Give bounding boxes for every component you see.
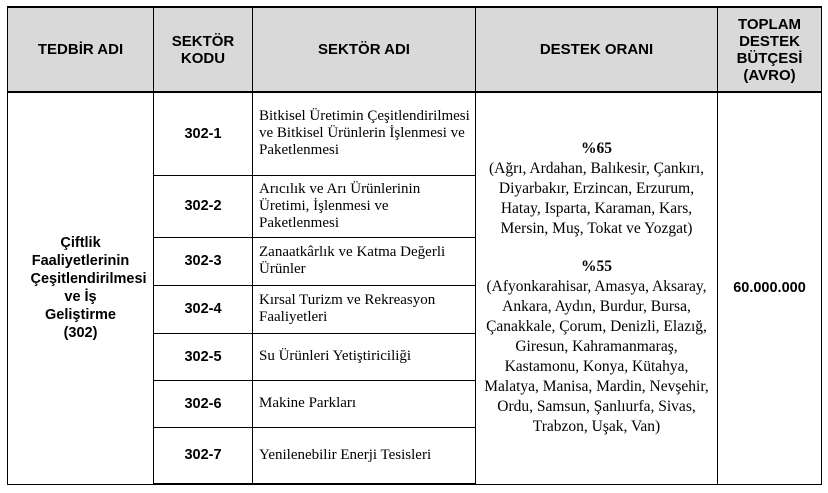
table-row bbox=[8, 92, 822, 175]
sector-code: 302-3 bbox=[154, 237, 253, 285]
sector-code: 302-7 bbox=[154, 427, 253, 484]
header-row bbox=[8, 7, 822, 92]
header-destek-orani: DESTEK ORANI bbox=[476, 7, 718, 92]
header-toplam-butce: TOPLAM DESTEK BÜTÇESİ (AVRO) bbox=[718, 7, 822, 92]
sector-code: 302-4 bbox=[154, 285, 253, 333]
sector-code: 302-6 bbox=[154, 380, 253, 427]
sector-code: 302-2 bbox=[154, 175, 253, 237]
sector-name: Bitkisel Üretimin Çeşitlendirilmesi ve Bitkisel Ürünlerin İşlenmesi ve Paketlenmesi bbox=[253, 92, 476, 175]
sector-code: 302-1 bbox=[154, 92, 253, 175]
header-tedbir-adi: TEDBİR ADI bbox=[8, 7, 154, 92]
sector-name: Kırsal Turizm ve Rekreasyon Faaliyetleri bbox=[253, 285, 476, 333]
measure-table bbox=[7, 6, 822, 485]
sector-name: Zanaatkârlık ve Katma Değerli Ürünler bbox=[253, 237, 476, 285]
support-rate-65: %65 bbox=[581, 140, 612, 158]
provinces-65: (Ağrı, Ardahan, Balıkesir, Çankırı, Diyarbakır, Erzincan, Erzurum, Hatay, Isparta, Karaman, Kars, Mersin, Muş, Tokat ve Yozgat) bbox=[488, 160, 705, 238]
sector-name: Yenilenebilir Enerji Tesisleri bbox=[253, 427, 476, 484]
provinces-55: (Afyonkarahisar, Amasya, Aksaray, Ankara, Aydın, Burdur, Bursa, Çanakkale, Çorum, Denizli, Elazığ, Giresun, Kahramanmaraş, Kastamonu, Konya, Kütahya, Malatya, Manisa, Mardin, Nevşehir, Ordu, Samsun, Şanlıurfa, Sivas, Trabzon, Uşak, Van) bbox=[484, 278, 709, 436]
sector-name: Arıcılık ve Arı Ürünlerinin Üretimi, İşlenmesi ve Paketlenmesi bbox=[253, 175, 476, 237]
sector-name: Makine Parkları bbox=[253, 380, 476, 427]
support-rate bbox=[476, 92, 718, 484]
support-rate-55: %55 bbox=[581, 258, 612, 276]
header-sektor-adi: SEKTÖR ADI bbox=[253, 7, 476, 92]
total-budget: 60.000.000 bbox=[718, 92, 822, 484]
measure-table-container bbox=[7, 6, 822, 485]
sector-code: 302-5 bbox=[154, 333, 253, 380]
header-sektor-kodu: SEKTÖR KODU bbox=[154, 7, 253, 92]
measure-name: Çiftlik Faaliyetlerinin Çeşitlendirilmesi ve İş Geliştirme (302) bbox=[8, 92, 154, 484]
sector-name: Su Ürünleri Yetiştiriciliği bbox=[253, 333, 476, 380]
